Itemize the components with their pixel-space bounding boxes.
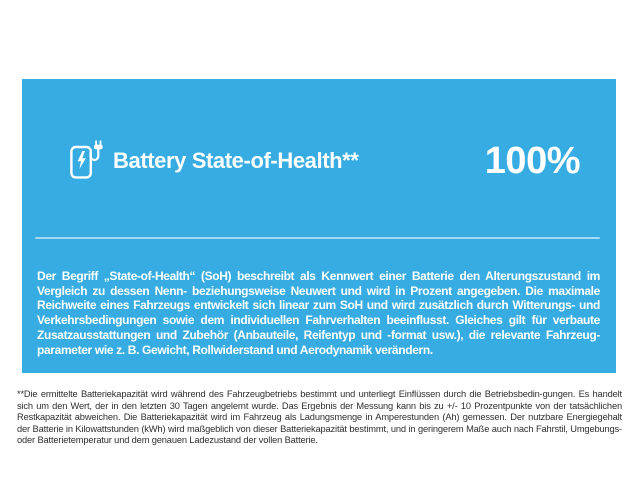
battery-soh-card xyxy=(22,79,616,373)
card-header xyxy=(70,136,580,186)
ev-charging-station-icon xyxy=(70,140,104,183)
soh-value: 100% xyxy=(484,139,580,182)
card-description: Der Begriff „State-of-Health“ (SoH) beschreibt als Kennwert einer Batterie den Alterungszustand im Vergleich zu dessen Nenn- beziehungsweise Neuwert und wird in Prozent angegeben. Die maximale Reichweite eines Fahrzeugs entwickelt sich linear zum SoH und wird zusätzlich durch Witterungs- und Verkehrsbedingungen sowie dem individuellen Fahrverhalten beeinflusst. Gleiches gilt für verbaute Zusatzausstattungen und Zubehör (Anbauteile, Reifentyp und -format usw.), die relevante Fahrzeug-parameter wie z. B. Gewicht, Rollwiderstand und Aerodynamik verändern. xyxy=(37,269,600,357)
footnote-text: **Die ermittelte Batteriekapazität wird während des Fahrzeugbetriebs bestimmt und unterliegt Einflüssen durch die Betriebsbedin-gungen. Es handelt sich um den Wert, der in den letzten 30 Tagen angelernt wurde. Das Ergebnis der Messung kann bis zu +/- 10 Prozentpunkte von der tatsächlichen Restkapazität abweichen. Die Batteriekapazität wird im Fahrzeug als Ladungsmenge in Amperestunden (Ah) gemessen. Der nutzbare Energiegehalt der Batterie in Kilowattstunden (kWh) wird maßgeblich von dieser Batteriekapazität bestimmt, und in geringerem Maße auch nach Fahrstil, Umgebungs- oder Batterietemperatur und dem genauen Ladezustand der vollen Batterie. xyxy=(17,389,622,446)
divider xyxy=(35,237,600,239)
card-title: Battery State-of-Health** xyxy=(113,148,359,173)
